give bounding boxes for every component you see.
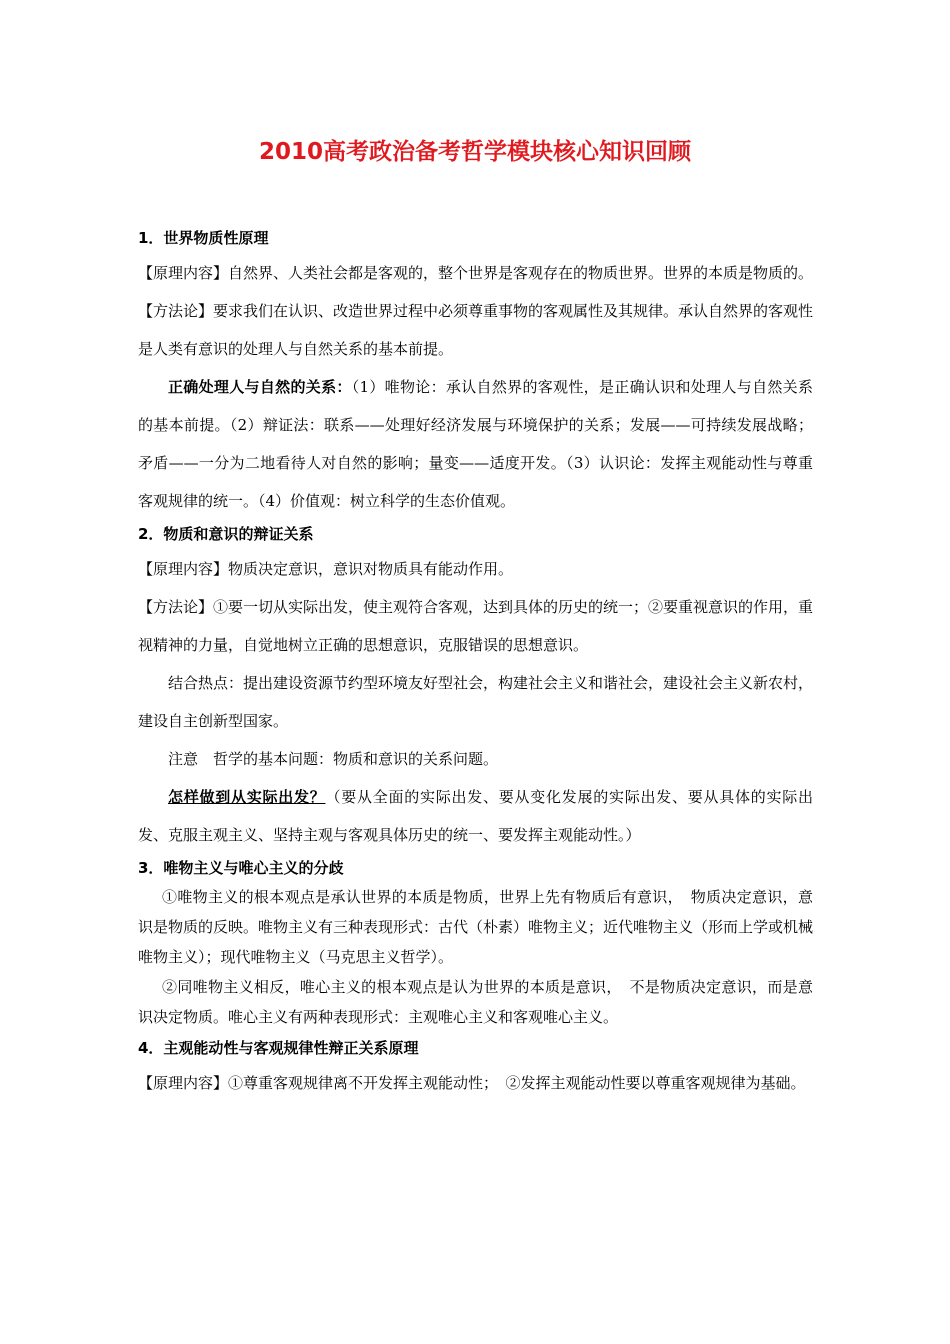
section-2-practice [138, 778, 813, 854]
section-2-heading: 2．物质和意识的辩证关系 [138, 525, 314, 543]
section-3-idealism: ②同唯物主义相反，唯心主义的根本观点是认为世界的本质是意识， 不是物质决定意识，而是意识决定物质。唯心主义有两种表现形式：主观唯心主义和客观唯心主义。 [138, 978, 813, 1026]
section-2-principle: 【原理内容】物质决定意识，意识对物质具有能动作用。 [138, 560, 514, 578]
section-2-practice-label: 怎样做到从实际出发？ [168, 788, 326, 806]
section-2-hotspot: 结合热点：提出建设资源节约型环境友好型社会，构建社会主义和谐社会，建设社会主义新农村，建设自主创新型国家。 [138, 674, 814, 730]
section-1-method: 【方法论】要求我们在认识、改造世界过程中必须尊重事物的客观属性及其规律。承认自然界的客观性是人类有意识的处理人与自然关系的基本前提。 [138, 302, 814, 358]
section-4-heading: 4．主观能动性与客观规律性辩正关系原理 [138, 1039, 419, 1057]
section-1-nature-relation-label: 正确处理人与自然的关系： [168, 378, 352, 396]
section-1-heading: 1．世界物质性原理 [138, 229, 269, 247]
section-3-materialism: ①唯物主义的根本观点是承认世界的本质是物质，世界上先有物质后有意识， 物质决定意识，意识是物质的反映。唯物主义有三种表现形式：古代（朴素）唯物主义；近代唯物主义（形而上学或机械唯物主义）；现代唯物主义（马克思主义哲学）。 [138, 888, 814, 966]
section-1-principle: 【原理内容】自然界、人类社会都是客观的，整个世界是客观存在的物质世界。世界的本质是物质的。 [138, 264, 814, 282]
document-body [138, 228, 813, 1102]
section-3-heading: 3．唯物主义与唯心主义的分歧 [138, 859, 344, 877]
section-2-practice-text: （要从全面的实际出发、要从变化发展的实际出发、要从具体的实际出发、克服主观主义、坚持主观与客观具体历史的统一、要发挥主观能动性。） [138, 788, 813, 844]
document-title: 2010高考政治备考哲学模块核心知识回顾 [258, 139, 691, 165]
section-2-note: 注意 哲学的基本问题：物质和意识的关系问题。 [168, 750, 499, 768]
section-1-nature-relation [138, 368, 813, 520]
section-4-principle: 【原理内容】①尊重客观规律离不开发挥主观能动性； ②发挥主观能动性要以尊重客观规律为基础。 [138, 1074, 806, 1092]
section-2-method: 【方法论】①要一切从实际出发，使主观符合客观，达到具体的历史的统一；②要重视意识的作用，重视精神的力量，自觉地树立正确的思想意识，克服错误的思想意识。 [138, 598, 814, 654]
section-1-nature-relation-text: （1）唯物论：承认自然界的客观性，是正确认识和处理人与自然关系的基本前提。（2）辩证法：联系——处理好经济发展与环境保护的关系；发展——可持续发展战略；矛盾——一分为二地看待人对自然的影响；量变——适度开发。（3）认识论：发挥主观能动性与尊重客观规律的统一。（4）价值观：树立科学的生态价值观。 [138, 378, 813, 510]
